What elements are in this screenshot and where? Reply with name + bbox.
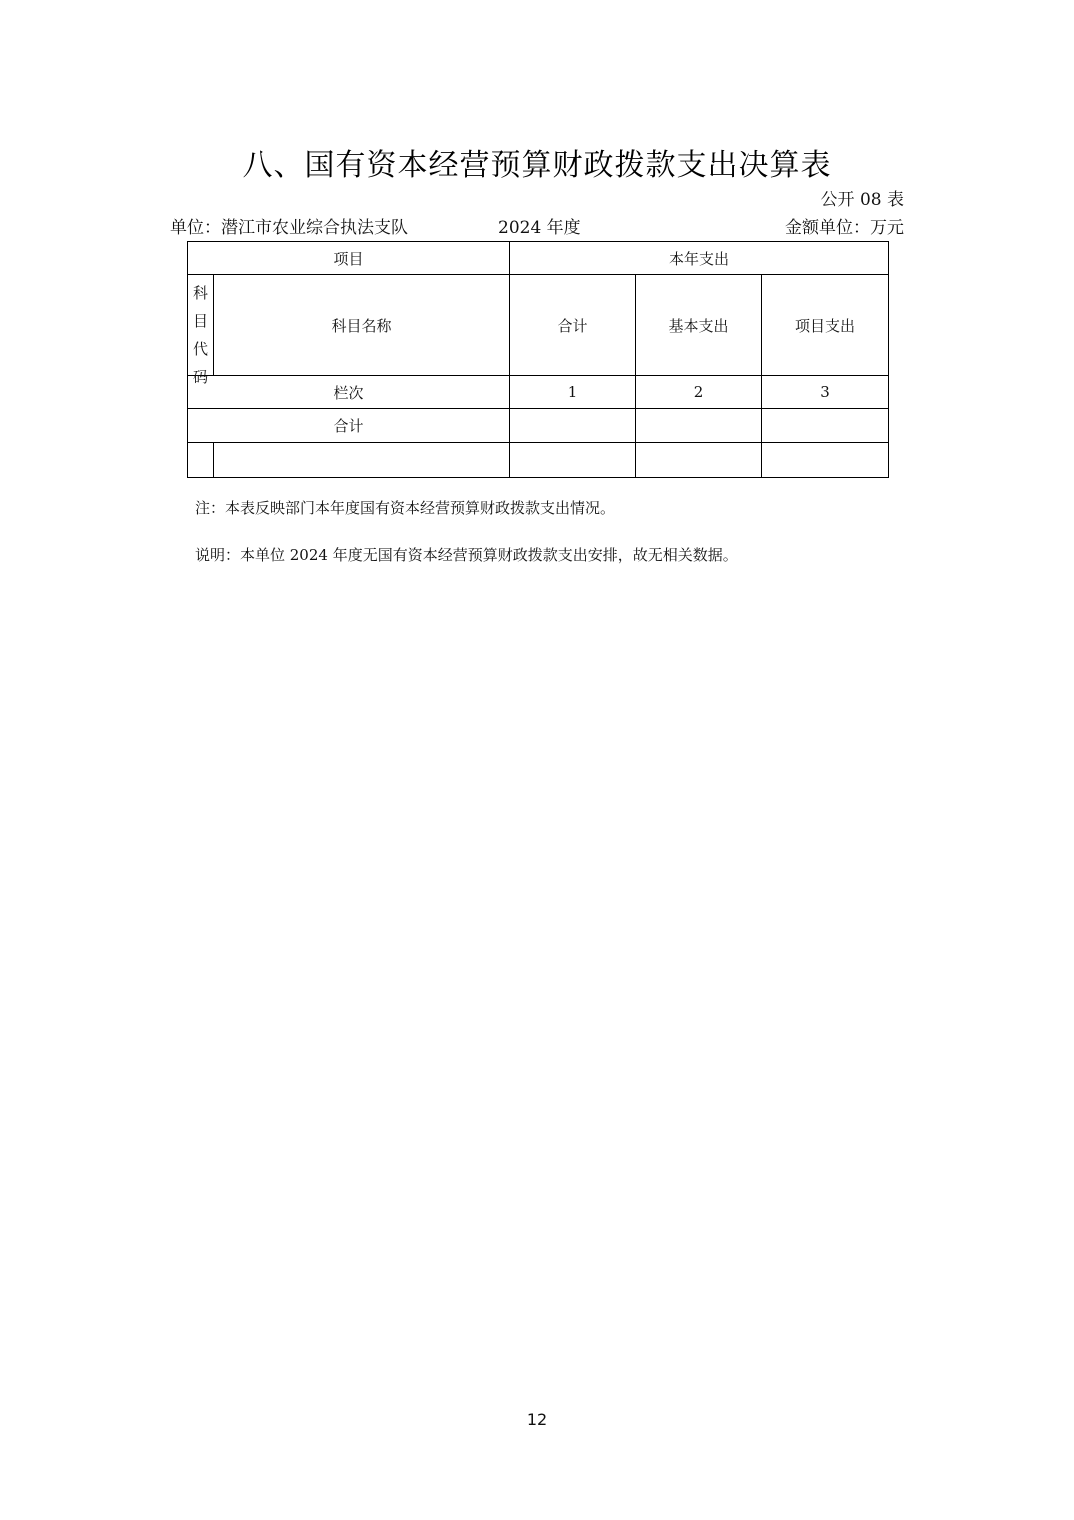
column-row-label: 栏次 [188,376,510,409]
empty-total-cell [510,443,636,478]
currency-unit: 金额单位：万元 [785,218,904,238]
table-row [188,443,889,478]
empty-basic-cell [636,443,762,478]
total-basic-cell [636,409,762,443]
total-row [188,409,889,443]
table-explanation: 说明：本单位 2024 年度无国有资本经营预算财政拨款支出安排，故无相关数据。 [195,546,738,564]
empty-name-cell [214,443,510,478]
basic-expense-header: 基本支出 [636,275,762,376]
total-cell [510,409,636,443]
column-number-row [188,376,889,409]
table-subheader-row [188,275,889,376]
unit-label: 单位：潜江市农业综合执法支队 [170,218,408,238]
total-project-cell [762,409,889,443]
empty-project-cell [762,443,889,478]
column-number-3: 3 [762,376,889,409]
column-number-1: 1 [510,376,636,409]
table-note: 注：本表反映部门本年度国有资本经营预算财政拨款支出情况。 [195,499,616,517]
project-expense-header: 项目支出 [762,275,889,376]
subject-code-label: 科目代码 [192,284,208,386]
header-item: 项目 [188,242,510,275]
empty-code-cell [188,443,214,478]
column-number-2: 2 [636,376,762,409]
form-code: 公开 08 表 [820,190,904,210]
page-title: 八、国有资本经营预算财政拨款支出决算表 [242,148,832,183]
header-current-year-expense: 本年支出 [510,242,889,275]
expenditure-table [187,241,889,478]
total-header: 合计 [510,275,636,376]
fiscal-year: 2024 年度 [498,218,581,238]
subject-name-header: 科目名称 [214,275,510,376]
subject-code-header [188,275,214,386]
page-number: 12 [526,1410,548,1429]
table-header-row [188,242,889,275]
total-row-label: 合计 [188,409,510,443]
